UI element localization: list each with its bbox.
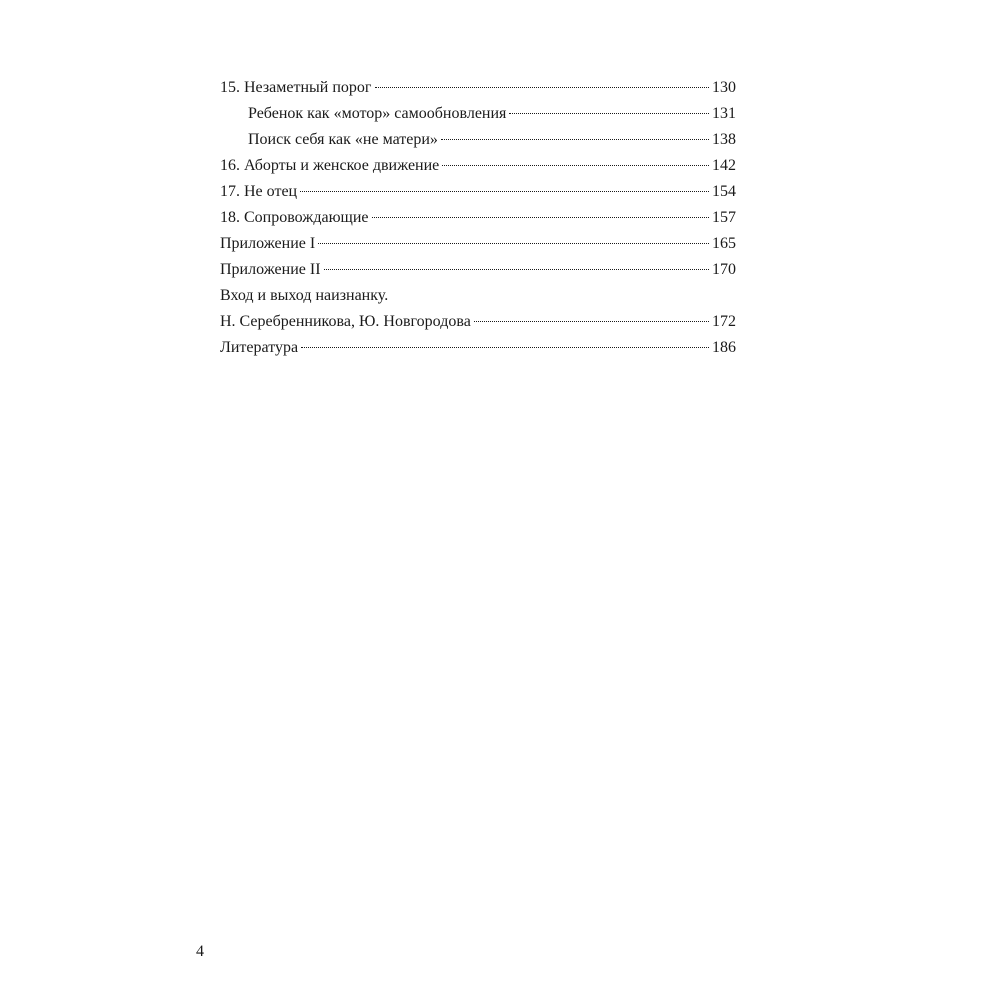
toc-entry-page: 170: [712, 261, 736, 278]
toc-dot-leader: [441, 139, 709, 140]
toc-entry-page: 130: [712, 79, 736, 96]
table-of-contents: [220, 75, 736, 361]
toc-entry: [220, 101, 736, 127]
toc-entry: [220, 283, 736, 309]
toc-entry-title: Ребенок как «мотор» самообновления: [248, 105, 507, 122]
toc-entry-page: 138: [712, 131, 736, 148]
toc-entry-page: 131: [712, 105, 736, 122]
toc-entry: [220, 205, 736, 231]
toc-entry: [220, 127, 736, 153]
toc-dot-leader: [474, 321, 709, 322]
toc-entry-title: Литература: [220, 339, 299, 356]
toc-entry: [220, 257, 736, 283]
toc-entry-title: Приложение II: [220, 261, 321, 278]
toc-entry-title: Приложение I: [220, 235, 316, 252]
toc-entry: [220, 153, 736, 179]
toc-entry-title: 17. Не отец: [220, 183, 298, 200]
toc-entry-title: Н. Серебренникова, Ю. Новгородова: [220, 313, 471, 330]
toc-entry-title: 16. Аборты и женское движение: [220, 157, 440, 174]
toc-entry-title: Вход и выход наизнанку.: [220, 287, 389, 304]
toc-entry: [220, 335, 736, 361]
toc-dot-leader: [509, 113, 709, 114]
toc-dot-leader: [300, 191, 709, 192]
page-number: 4: [196, 943, 204, 960]
toc-dot-leader: [324, 269, 709, 270]
toc-dot-leader: [301, 347, 709, 348]
toc-entry-title: 15. Незаметный порог: [220, 79, 372, 96]
toc-entry: [220, 231, 736, 257]
toc-entry-page: 165: [712, 235, 736, 252]
toc-entry-title: Поиск себя как «не матери»: [248, 131, 438, 148]
toc-dot-leader: [372, 217, 709, 218]
toc-dot-leader: [442, 165, 709, 166]
toc-entry-page: 142: [712, 157, 736, 174]
toc-entry-page: 186: [712, 339, 736, 356]
toc-dot-leader: [375, 87, 710, 88]
toc-entry-title: 18. Сопровождающие: [220, 209, 369, 226]
toc-entry: [220, 179, 736, 205]
toc-entry-page: 157: [712, 209, 736, 226]
toc-entry-page: 172: [712, 313, 736, 330]
toc-entry: [220, 309, 736, 335]
toc-entry: [220, 75, 736, 101]
toc-dot-leader: [318, 243, 709, 244]
toc-entry-page: 154: [712, 183, 736, 200]
